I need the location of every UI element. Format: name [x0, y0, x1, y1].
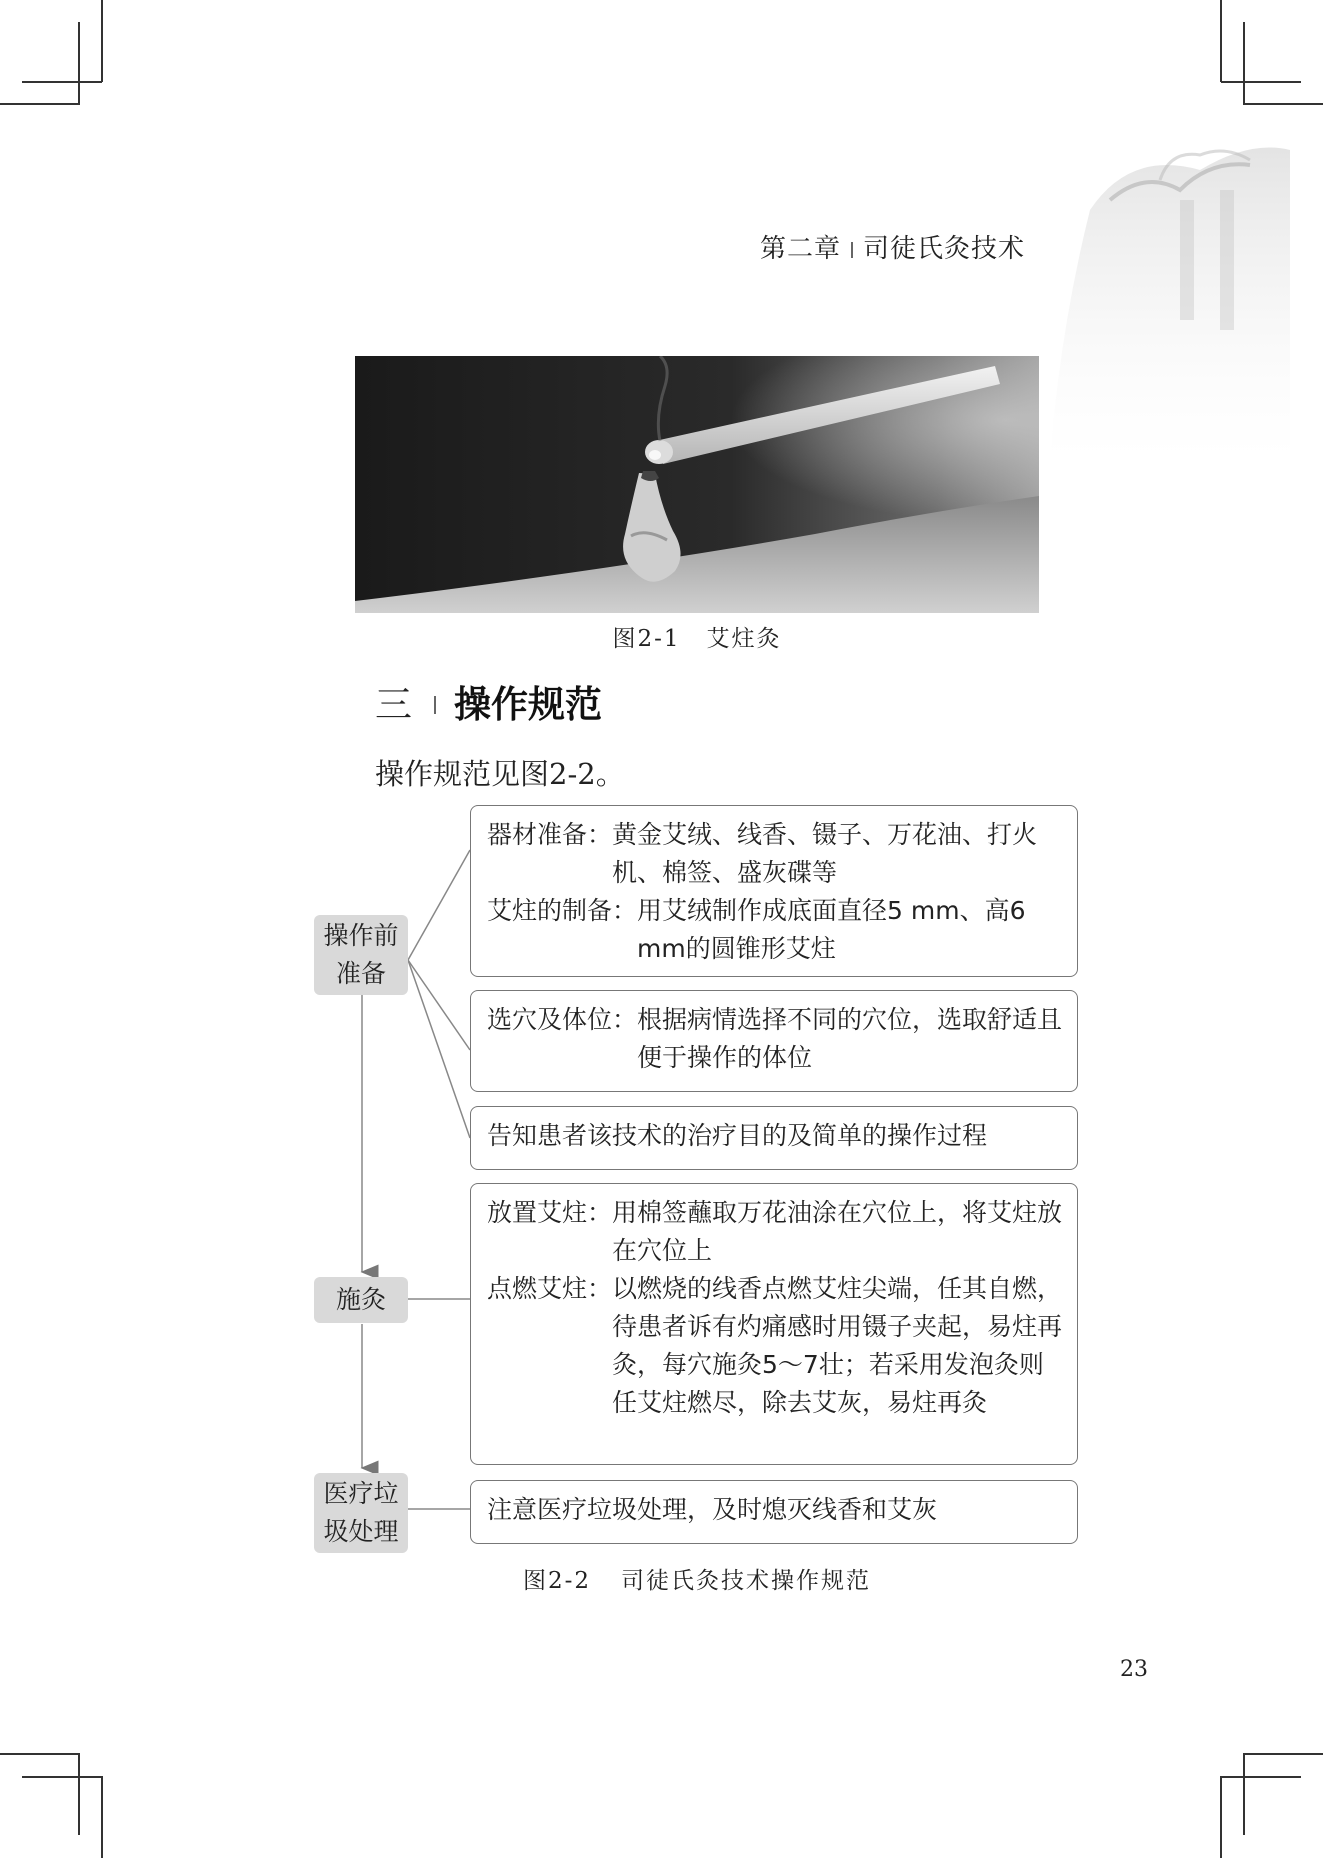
- waste-disposal-text: 注意医疗垃圾处理，及时熄灭线香和艾灰: [487, 1495, 938, 1524]
- entry-cone-preparation: 艾炷的制备： 用艾绒制作成底面直径5 mm、高6 mm的圆锥形艾炷: [487, 896, 1026, 963]
- moxibustion-photo: [355, 356, 1039, 613]
- figure-caption-2-2: [355, 1562, 1039, 1595]
- figure-caption-2-1: [355, 620, 1039, 653]
- decorative-watermark: [1050, 130, 1323, 460]
- section-heading: [375, 674, 602, 728]
- figure-title: 司徒氏灸技术操作规范: [621, 1568, 872, 1594]
- moxibustion-steps-box: [470, 1183, 1078, 1465]
- entry-acupoint-position: 选穴及体位： 根据病情选择不同的穴位，选取舒适且便于操作的体位: [487, 1005, 1063, 1072]
- chapter-label: 第二章: [760, 234, 842, 264]
- entry-materials: 器材准备： 黄金艾绒、线香、镊子、万花油、打火机、棉签、盛灰碟等: [487, 820, 1038, 887]
- prep-acupoint-box: [470, 990, 1078, 1092]
- stage-moxibustion: 施灸: [314, 1277, 408, 1323]
- figure-title: 艾炷灸: [706, 626, 782, 652]
- body-paragraph: 操作规范见图2-2。: [375, 757, 625, 791]
- prep-inform-box: [470, 1106, 1078, 1170]
- stage-waste-disposal: 医疗垃圾处理: [314, 1473, 408, 1553]
- stage-preparation: 操作前准备: [314, 915, 408, 995]
- section-title: 操作规范: [454, 682, 602, 726]
- header-separator: [851, 242, 853, 258]
- running-header: [760, 228, 1080, 265]
- entry-ignite-cone: 点燃艾炷： 以燃烧的线香点燃艾炷尖端，任其自燃，待患者诉有灼痛感时用镊子夹起，易炷再灸，每穴施灸5～7壮；若采用发泡灸则任艾炷燃尽，除去艾灰，易炷再灸: [487, 1274, 1063, 1417]
- figure-number: 图2-1: [612, 626, 681, 652]
- figure-number: 图2-2: [522, 1568, 592, 1594]
- waste-disposal-box: [470, 1480, 1078, 1544]
- inform-patient-text: 告知患者该技术的治疗目的及简单的操作过程: [487, 1121, 988, 1150]
- heading-separator: [434, 696, 436, 714]
- page-number: 23: [1120, 1657, 1148, 1682]
- section-number: 三: [375, 683, 412, 726]
- chapter-title: 司徒氏灸技术: [863, 234, 1026, 264]
- entry-place-cone: 放置艾炷： 用棉签蘸取万花油涂在穴位上，将艾炷放在穴位上: [487, 1198, 1063, 1265]
- prep-materials-box: [470, 805, 1078, 977]
